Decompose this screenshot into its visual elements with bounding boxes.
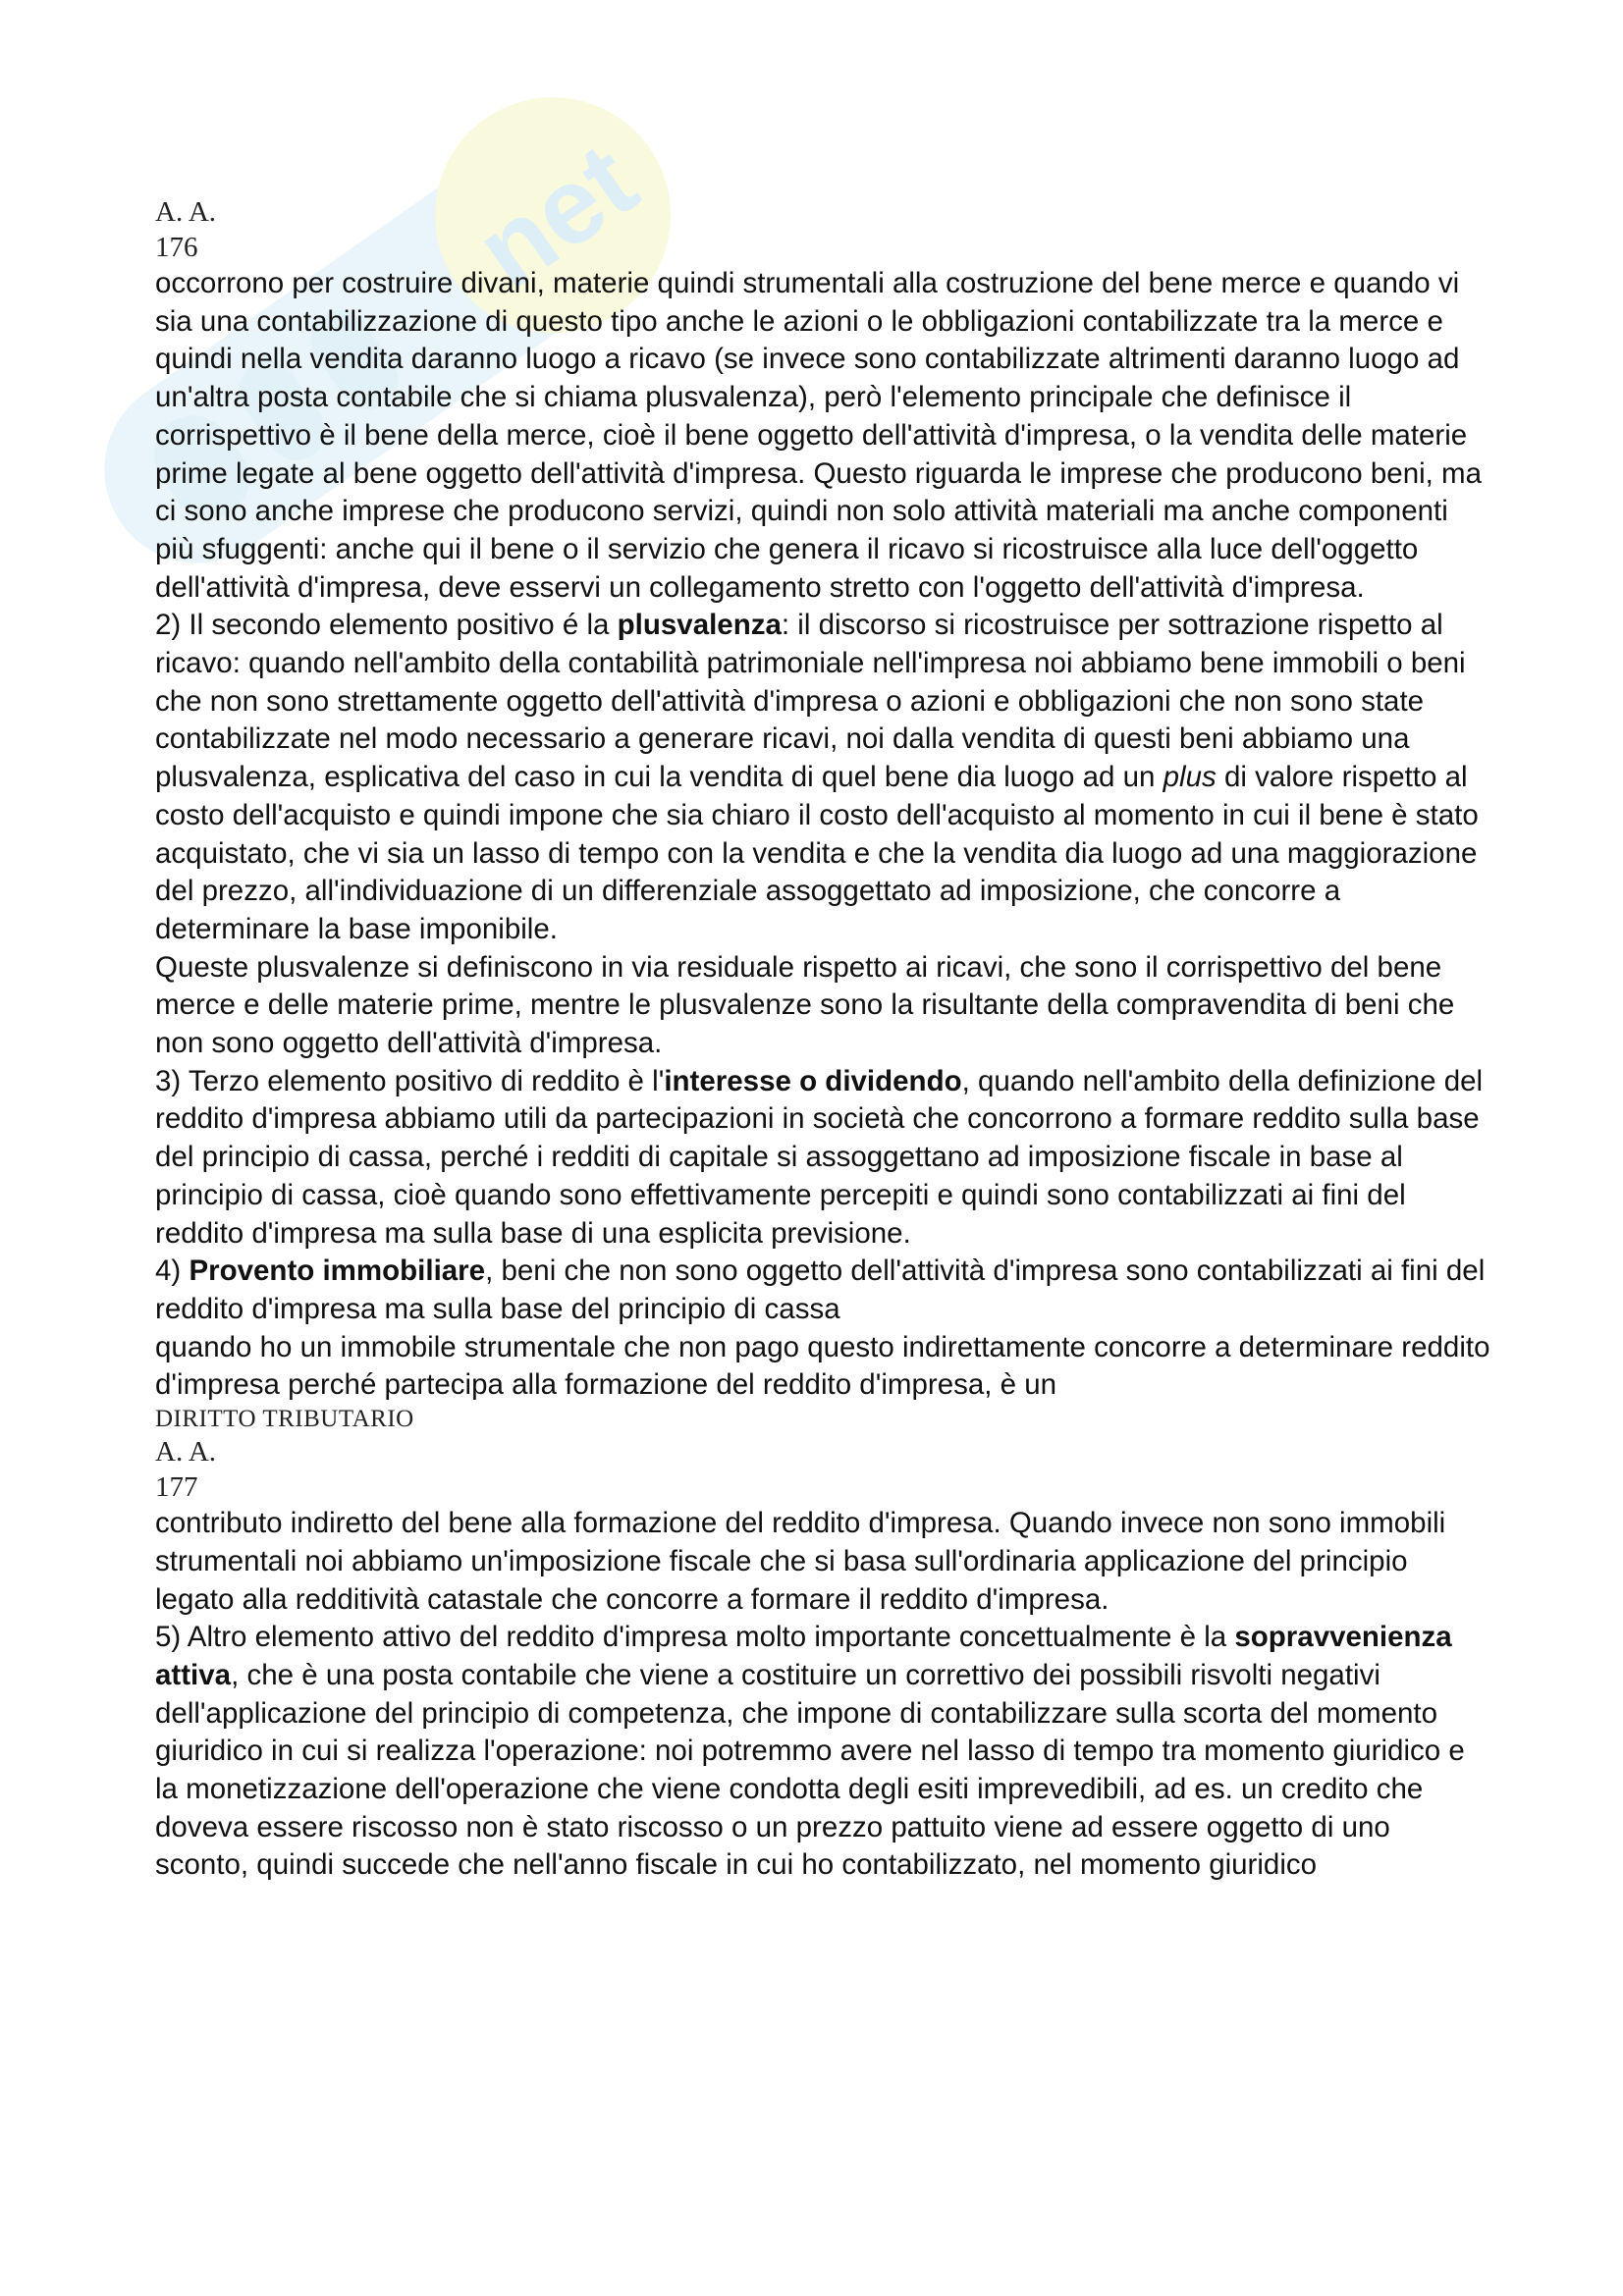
- page-177: [155, 1434, 1490, 1885]
- page-176: [155, 194, 1490, 1434]
- page-header: A. A.: [155, 1436, 217, 1468]
- paragraph: 2) Il secondo elemento positivo é la plusvalenza: il discorso si ricostruisce per sottrazione rispetto al ricavo: quando nell'ambito della contabilità patrimoniale nell'impresa noi abbiamo bene immobili o beni che non sono strettamente oggetto dell'attività d'impresa o azioni e obbligazioni che non sono state contabilizzate nel modo necessario a generare ricavi, noi dalla vendita di questi beni abbiamo una plusvalenza, esplicativa del caso in cui la vendita di quel bene dia luogo ad un plus di valore rispetto al costo dell'acquisto e quindi impone che sia chiaro il costo dell'acquisto al momento in cui il bene è stato acquistato, che vi sia un lasso di tempo con la vendita e che la vendita dia luogo ad una maggiorazione del prezzo, all'individuazione di un differenziale assoggettato ad imposizione, che concorre a determinare la base imponibile.: [155, 609, 1479, 945]
- italic-term: plus: [1163, 761, 1217, 794]
- paragraph: occorrono per costruire divani, materie quindi strumentali alla costruzione del bene merce e quando vi sia una contabilizzazione di questo tipo anche le azioni o le obbligazioni contabilizzate tra la merce e quindi nella vendita daranno luogo a ricavo (se invece sono contabilizzate altrimenti daranno luogo ad un'altra posta contabile che si chiama plusvalenza), però l'elemento principale che definisce il corrispettivo è il bene della merce, cioè il bene oggetto dell'attività d'impresa, o la vendita delle materie prime legate al bene oggetto dell'attività d'impresa. Questo riguarda le imprese che producono beni, ma ci sono anche imprese che producono servizi, quindi non solo attività materiali ma anche componenti più sfuggenti: anche qui il bene o il servizio che genera il ricavo si ricostruisce alla luce dell'oggetto dell'attività d'impresa, deve esservi un collegamento stretto con l'oggetto dell'attività d'impresa.: [155, 267, 1483, 604]
- watermark-text: net: [455, 120, 658, 312]
- paragraph: 3) Terzo elemento positivo di reddito è l'interesse o dividendo, quando nell'ambito della definizione del reddito d'impresa abbiamo utili da partecipazioni in società che concorrono a formare reddito sulla base del principio di cassa, perché i redditi di capitale si assoggettano ad imposizione fiscale in base al principio di cassa, cioè quando sono effettivamente percepiti e quindi sono contabilizzati ai fini del reddito d'impresa ma sulla base di una esplicita previsione.: [155, 1064, 1484, 1250]
- page-footer: DIRITTO TRIBUTARIO: [155, 1406, 414, 1433]
- page-number: 177: [155, 1471, 198, 1504]
- paragraph: contributo indiretto del bene alla formazione del reddito d'impresa. Quando invece non sono immobili strumentali noi abbiamo un'imposizione fiscale che si basa sull'ordinaria applicazione del principio legato alla redditività catastale che concorre a formare il reddito d'impresa.: [155, 1507, 1446, 1616]
- page-header: A. A.: [155, 196, 217, 228]
- paragraph: 4) Provento immobiliare, beni che non sono oggetto dell'attività d'impresa sono contabilizzati ai fini del reddito d'impresa ma sulla base del principio di cassa: [155, 1255, 1486, 1325]
- bold-term: Provento immobiliare: [189, 1255, 486, 1288]
- paragraph: quando ho un immobile strumentale che non pago questo indirettamente concorre a determinare reddito d'impresa perché partecipa alla formazione del reddito d'impresa, è un: [155, 1330, 1490, 1402]
- paragraph: Queste plusvalenze si definiscono in via residuale rispetto ai ricavi, che sono il corrispettivo del bene merce e delle materie prime, mentre le plusvalenze sono la risultante della compravendita di beni che non sono oggetto dell'attività d'impresa.: [155, 950, 1455, 1060]
- paragraph: 5) Altro elemento attivo del reddito d'impresa molto importante concettualmente è la sopravvenienza attiva, che è una posta contabile che viene a costituire un correttivo dei possibili risvolti negativi dell'applicazione del principio di competenza, che impone di contabilizzare sulla scorta del momento giuridico in cui si realizza l'operazione: noi potremmo avere nel lasso di tempo tra momento giuridico e la monetizzazione dell'operazione che viene condotta degli esiti imprevedibili, ad es. un credito che doveva essere riscosso non è stato riscosso o un prezzo pattuito viene ad essere oggetto di uno sconto, quindi succede che nell'anno fiscale in cui ho contabilizzato, nel momento giuridico: [155, 1621, 1465, 1882]
- bold-term: sopravvenienza attiva: [155, 1621, 1452, 1691]
- bold-term: interesse o dividendo: [664, 1064, 962, 1097]
- document-body: [155, 194, 1490, 1885]
- page-number: 176: [155, 232, 198, 263]
- bold-term: plusvalenza: [617, 609, 782, 642]
